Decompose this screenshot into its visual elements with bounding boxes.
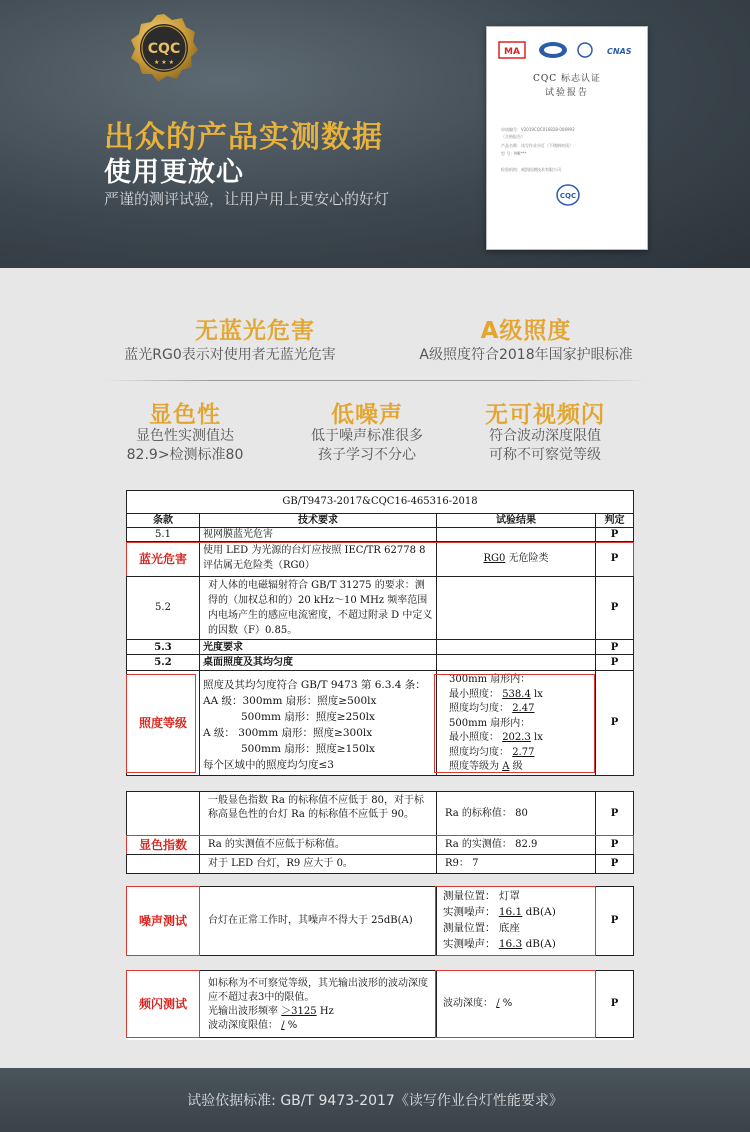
svg-text:★ ★ ★: ★ ★ ★ [154,59,174,66]
noise-value-1: 16.1 [498,906,523,918]
feature-title-no-flicker: 无可视频闪 [485,402,605,428]
header-result: 试验结果 [436,513,596,528]
result-cell [436,527,596,542]
feature-title-color-rendering: 显色性 [149,402,221,428]
res-line: 500mm 扇形内： [449,717,531,729]
requirement-cell [199,670,437,776]
test-results-table [126,490,634,1040]
min-illuminance-300: 538.4 [502,688,531,700]
uniformity-300: 2.47 [512,703,535,714]
label-color-rendering: 显色指数 [138,838,187,852]
header-verdict: 判定 [595,513,634,528]
report-stamp-text: CQC [559,192,577,200]
req-line: 每个区域中的照度均匀度≤3 [203,759,334,771]
position-2: 底座 [498,922,520,934]
ra-measured-value: 82.9 [515,839,538,850]
clause-cell [126,835,200,855]
position-1: 灯罩 [498,890,520,902]
verdict-cell: P [595,654,634,671]
res-line: 最小照度： 202.3 lx [449,732,543,743]
clause-cell [126,670,200,776]
depth-limit-value: / [281,1020,285,1031]
header-requirement: 技术要求 [199,513,437,528]
res-line: 测量位置： 底座 [443,922,520,934]
res-line: 实测噪声： 16.1 dB(A) [443,906,556,918]
report-title-line2: 试验报告 [544,88,589,98]
section-divider [104,380,646,381]
req-line: AA 级：300mm 扇形：照度≥500lx [203,695,377,707]
certificate-report-image [486,26,648,250]
req-line: 500mm 扇形：照度≥250lx [241,711,375,723]
header-subtitle: 使用更放心 [104,157,244,188]
ra-nominal-value: 80 [515,807,528,819]
clause-cell [126,854,200,874]
requirement-cell: 视网膜蓝光危害 [199,527,437,542]
clause-cell [126,791,200,836]
verdict-cell: P [595,639,634,655]
table-gap [126,874,634,886]
result-cell: 波动深度： / % [436,970,596,1038]
res-line: 实测噪声： 16.3 dB(A) [443,938,556,950]
req-line: 如标称为不可察觉等级，其光输出波形的波动深度应不超过表3中的限值。 [208,978,428,1003]
requirement-cell: 对人体的电磁辐射符合 GB/T 31275 的要求：测得的（加权总和的）20 kHz～10 MHz 频率范围内电场产生的感应电流密度，不超过附录 D 中定义的因数（F）0.85。 [199,576,437,640]
header-description: 严谨的测评试验，让用户用上更安心的好灯 [104,190,390,208]
verdict-cell: P [595,670,634,776]
noise-value-2: 16.3 [498,938,523,950]
feature-desc-color-rendering-2: 82.9>检测标准80 [126,447,244,463]
verdict-cell: P [595,576,634,640]
report-line: 型 号：MK*** [501,151,527,156]
result-cell [436,654,596,671]
requirement-cell [199,970,437,1038]
feature-desc-no-blue-light: 蓝光RG0表示对使用者无蓝光危害 [124,347,336,363]
clause-cell: 5.1 [126,527,200,542]
label-illuminance-grade: 照度等级 [138,716,187,730]
requirement-cell: 光度要求 [199,639,437,655]
verdict-cell: P [595,791,634,836]
feature-desc-color-rendering-1: 显色性实测值达 [136,428,234,444]
feature-desc-low-noise-1: 低于噪声标准很多 [311,428,423,444]
feature-desc-no-flicker-2: 可称不可察觉等级 [489,447,601,463]
uniformity-500: 2.77 [512,746,535,758]
result-cell [436,541,596,577]
header-title: 出众的产品实测数据 [104,120,383,155]
label-flicker-test: 频闪测试 [138,997,187,1011]
req-line: 500mm 扇形：照度≥150lx [241,743,375,755]
requirement-cell: 台灯在正常工作时，其噪声不得大于 25dB(A) [199,886,437,956]
res-line: 测量位置： 灯罩 [443,890,520,902]
result-cell [436,639,596,655]
feature-title-no-blue-light: 无蓝光危害 [195,318,315,344]
feature-desc-a-grade: A级照度符合2018年国家护眼标准 [419,347,633,363]
report-line: 产品名称：读写作业台灯（不锈钢材质） [501,143,573,148]
result-cell [436,670,596,776]
header-clause: 条款 [126,513,200,528]
certification-logos [497,39,639,63]
res-line: 最小照度： 538.4 lx [449,688,543,700]
result-cell [436,886,596,956]
requirement-cell: 对于 LED 台灯，R9 应大于 0。 [199,854,437,874]
svg-text:MA: MA [504,47,520,57]
req-line: 波动深度限值： / % [208,1020,298,1031]
table-standard-title: GB/T9473-2017&CQC16-465316-2018 [126,490,634,514]
clause-cell [126,886,200,956]
table-gap [126,956,634,970]
cnas-logo-text: CNAS [607,47,632,56]
req-line: 光输出波形频率 ＞3125 Hz [208,1006,334,1017]
label-blue-light-hazard: 蓝光危害 [138,552,187,566]
clause-cell: 5.3 [126,639,200,655]
min-illuminance-500: 202.3 [502,732,531,743]
verdict-cell: P [595,854,634,874]
result-text: 无危险类 [508,553,549,564]
report-line: （合格报告） [501,134,525,139]
depth-value: / [496,998,500,1009]
footer-bar [0,1068,750,1132]
clause-cell [126,541,200,577]
verdict-cell: P [595,835,634,855]
cqc-badge-icon [128,12,200,84]
feature-desc-low-noise-2: 孩子学习不分心 [318,447,416,463]
feature-title-a-grade: A级照度 [480,318,572,344]
req-line: 照度及其均匀度符合 GB/T 9473 第 6.3.4 条： [203,679,426,691]
report-stamp-icon [556,183,580,207]
header-banner [0,0,750,268]
result-cell: Ra 的实测值： 82.9 [436,835,596,855]
r9-value: 7 [472,858,479,869]
verdict-cell: P [595,970,634,1038]
requirement-cell: 使用 LED 为光源的台灯应按照 IEC/TR 62778 8 评估属无危险类（RG0） [199,541,437,577]
footer-standard-text: 试验依据标准: GB/T 9473-2017《读写作业台灯性能要求》 [187,1093,563,1109]
result-cell [436,576,596,640]
clause-cell: 5.2 [126,654,200,671]
verdict-cell: P [595,886,634,956]
grade-value: A [502,761,510,772]
feature-desc-no-flicker-1: 符合波动深度限值 [489,428,601,444]
req-line: A 级： 300mm 扇形：照度≥300lx [203,727,373,739]
requirement-cell: Ra 的实测值不应低于标称值。 [199,835,437,855]
feature-title-low-noise: 低噪声 [331,402,403,428]
report-line: 检验机构：威凯检测技术有限公司 [501,167,561,172]
verdict-cell: P [595,541,634,577]
table-gap [126,776,634,791]
frequency-value: ＞3125 [281,1006,317,1017]
report-title-line1: CQC 标志认证 [532,74,601,84]
report-line: 申请编号：V2019CQC016828-006993 [501,127,575,132]
cqc-badge-text: CQC [147,41,181,57]
label-noise-test: 噪声测试 [138,914,187,928]
res-line: 照度均匀度： 2.77 [449,746,535,758]
res-line: 照度等级为 A 级 [449,761,523,772]
result-cell: R9： 7 [436,854,596,874]
clause-cell [126,970,200,1038]
requirement-cell: 桌面照度及其均匀度 [199,654,437,671]
res-line: 300mm 扇形内： [449,674,531,685]
verdict-cell: P [595,527,634,542]
clause-cell: 5.2 [126,576,200,640]
result-cell: Ra 的标称值： 80 [436,791,596,836]
requirement-cell: 一般显色指数 Ra 的标称值不应低于 80，对于标称高显色性的台灯 Ra 的标称值不应低于 90。 [199,791,437,836]
result-value: RG0 [483,553,506,564]
res-line: 照度均匀度： 2.47 [449,703,535,714]
